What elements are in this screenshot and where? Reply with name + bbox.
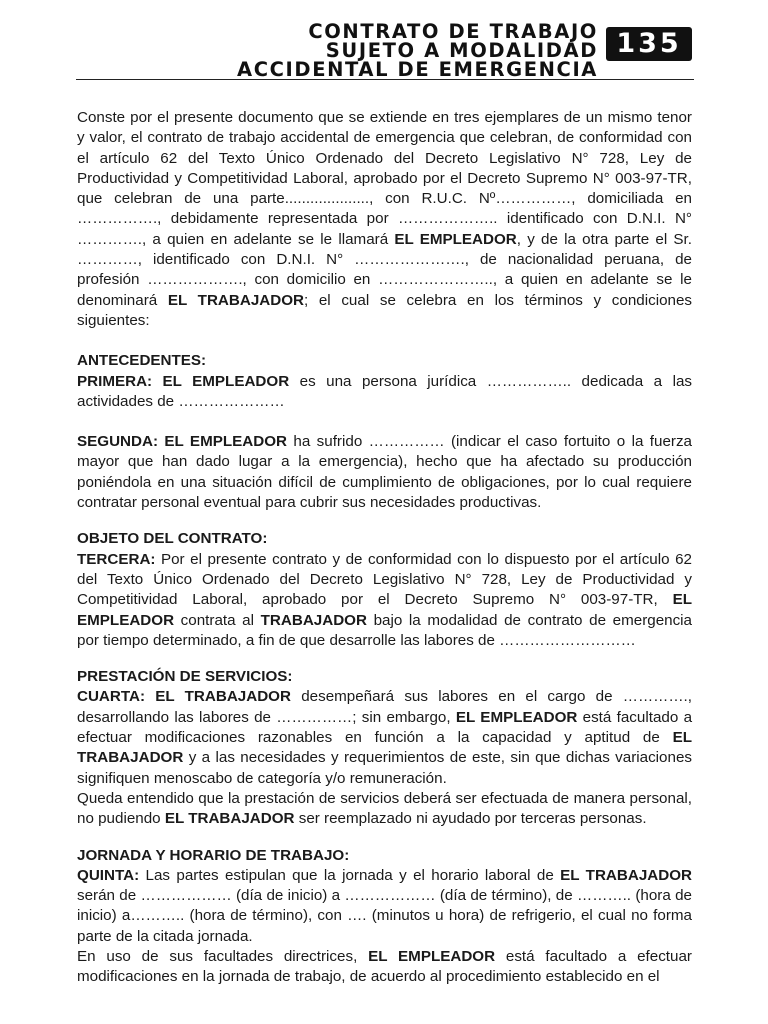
bold-term: EL EMPLEADOR xyxy=(394,230,517,248)
text-run: ha sufrido …………… (indicar el caso fortuito o la fuerza mayor que han dado lugar a la emergencia), hecho que ha afectado su producción poniéndola en una situación difícil de cumplimiento de obligaciones, por lo cual requiere contratar personal eventual para cubrir sus necesidades productivas. xyxy=(77,433,692,512)
document-title xyxy=(237,22,598,79)
text-run: ser reemplazado ni ayudado por terceras personas. xyxy=(294,810,647,828)
header-divider xyxy=(76,79,694,80)
clause-cuarta xyxy=(77,687,692,788)
text-run: serán de ……………… (día de inicio) a ……………… (día de término), de ……….. (hora de inicio) a……….. (hora de término), con …. (minutos u hora) de refrigerio, el cual no forma parte de la citada jornada. xyxy=(77,887,692,945)
bold-term: EL EMPLEADOR xyxy=(455,708,578,726)
text-run: Queda entendido que la prestación de servicios deberá ser efectuada de manera personal, no pudiendo xyxy=(77,789,692,828)
bold-term: EL EMPLEADOR xyxy=(368,947,496,965)
text-run: desempeñará sus labores en el cargo de …………., desarrollando las labores de ……………; sin embargo, xyxy=(77,688,692,726)
document-body xyxy=(77,108,692,988)
bold-term: QUINTA: xyxy=(77,866,140,884)
title-line-2: SUJETO A MODALIDAD xyxy=(325,39,598,62)
text-run: ; el cual se celebra en los términos y condiciones siguientes: xyxy=(77,291,692,329)
text-run: Las partes estipulan que la jornada y el horario laboral de xyxy=(139,866,561,884)
section-heading-objeto: OBJETO DEL CONTRATO: xyxy=(77,530,268,548)
text-run: Por el presente contrato y de conformidad con lo dispuesto por el artículo 62 del Texto Único Ordenado del Decreto Legislativo N° 728, Ley de Productividad y Competitividad Laboral, aprobado por el Decreto Supremo N° 003-97-TR, xyxy=(77,550,692,609)
section-heading-jornada: JORNADA Y HORARIO DE TRABAJO: xyxy=(77,846,350,864)
text-run: está facultado a efectuar modificaciones en la jornada de trabajo, de acuerdo al procedimiento establecido en el xyxy=(77,947,692,986)
clause-primera xyxy=(77,372,692,413)
bold-term: PRIMERA: EL EMPLEADOR xyxy=(77,372,290,390)
text-run: , y de la otra parte el Sr. …………, identificado con D.N.I. N° …………………., de nacionalidad peruana, de profesión ………………., con domicilio en ………………….., a quien en adelante se le denominará xyxy=(77,230,692,309)
bold-term: TERCERA: xyxy=(77,550,156,568)
bold-term: EL TRABAJADOR xyxy=(560,866,692,884)
bold-term: CUARTA: EL TRABAJADOR xyxy=(77,688,291,706)
text-run: es una persona jurídica …………….. dedicada a las actividades de ………………… xyxy=(77,372,692,410)
text-run: bajo la modalidad de contrato de emergencia por tiempo determinado, a fin de que desarrolle las labores de ……………………… xyxy=(77,611,692,649)
page-number-badge: 135 xyxy=(606,27,692,61)
text-run: y a las necesidades y requerimientos de este, sin que dichas variaciones signifiquen menoscabo de categoría y/o remuneración. xyxy=(77,749,692,787)
section-heading-prestacion: PRESTACIÓN DE SERVICIOS: xyxy=(77,668,293,686)
title-line-1: CONTRATO DE TRABAJO xyxy=(308,20,598,43)
bold-term: EL TRABAJADOR xyxy=(164,810,295,828)
text-run: En uso de sus facultades directrices, xyxy=(77,947,369,965)
bold-term: EL TRABAJADOR xyxy=(77,729,692,767)
page-header xyxy=(0,22,768,82)
bold-term: TRABAJADOR xyxy=(260,611,367,629)
clause-quinta-continued xyxy=(77,947,692,988)
text-run: está facultado a efectuar modificaciones razonables en función a la capacidad y aptitud de xyxy=(77,708,693,747)
title-line-3: ACCIDENTAL DE EMERGENCIA xyxy=(237,58,598,81)
clause-segunda xyxy=(77,432,692,513)
bold-term: EL TRABAJADOR xyxy=(167,291,304,309)
clause-quinta xyxy=(77,866,692,947)
bold-term: EL EMPLEADOR xyxy=(77,591,692,629)
bold-term: SEGUNDA: EL EMPLEADOR xyxy=(77,433,287,451)
text-run: Conste por el presente documento que se extiende en tres ejemplares de un mismo tenor y valor, el contrato de trabajo accidental de emergencia que celebran, de conformidad con el artículo 62 del Texto Único Ordenado del Decreto Legislativo N° 728, Ley de Productividad y Competitividad Laboral, aprobado por el Decreto Supremo N° 003-97-TR, que celebran de una parte...................., con R.U.C. Nº……………, domiciliada en ……………., debidamente representada por ……………….. identificado con D.N.I. N° …………., a quien en adelante se le llamará xyxy=(77,109,692,248)
intro-paragraph xyxy=(77,108,692,331)
clause-tercera xyxy=(77,550,692,651)
clause-cuarta-continued xyxy=(77,789,692,830)
text-run: contrata al xyxy=(174,611,261,629)
section-heading-antecedentes: ANTECEDENTES: xyxy=(77,352,207,370)
